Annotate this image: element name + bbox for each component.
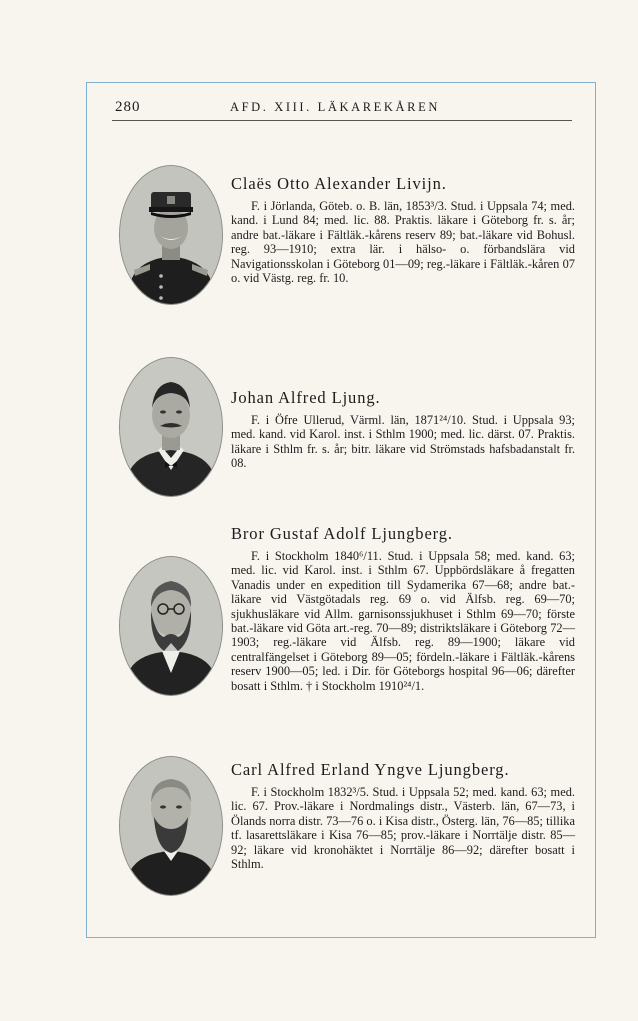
biography-entry xyxy=(231,388,575,471)
entry-biography: F. i Stockholm 1832³/5. Stud. i Uppsala 52; med. kand. 63; med. lic. 67. Prov.-läkare i Nordmalings distr., Västerb. län, 67—73, i Ölands norra distr. 73—76 o. i Kisa distr., Österg. län, 76—85; tillika tf. lasarettsläkare i Kisa 76—85; prov.-läkare i Norrtälje distr. 85—92; läkare vid kronohäktet i Norrtälje 86—92; därefter bosatt i Sthlm. xyxy=(231,785,575,872)
entry-name: Johan Alfred Ljung. xyxy=(231,388,381,407)
entry-biography: F. i Jörlanda, Göteb. o. B. län, 1853³/3. Stud. i Uppsala 74; med. kand. i Lund 84; med. lic. 88. Praktis. läkare i Göteborg fr. s. år; andre bat.-läkare i Fältläk.-kårens reserv 89; bat.-läkare vid Bohusl. reg. 93—1910; extra lär. i hälso- o. förbandslära vid Navigationsskolan i Göteborg 01—09; reg.-läkare i Fältläk.-kåren 07 o. vid Västg. reg. fr. 10. xyxy=(231,199,575,286)
entry-name: Carl Alfred Erland Yngve Ljungberg. xyxy=(231,760,510,779)
page-number: 280 xyxy=(115,99,141,115)
page-header xyxy=(112,96,572,121)
entry-biography: F. i Öfre Ullerud, Värml. län, 1871²⁴/10. Stud. i Uppsala 93; med. kand. vid Karol. inst. i Sthlm 1900; med. lic. därst. 07. Praktis. läkare i Sthlm fr. s. år; bitr. läkare vid Strömstads hafsbadanstalt fr. 08. xyxy=(231,413,575,471)
running-head: AFD. XIII. LÄKAREKÅREN xyxy=(230,100,440,114)
portrait-man-beard-icon xyxy=(120,757,222,895)
entry-name: Bror Gustaf Adolf Ljungberg. xyxy=(231,524,453,543)
portrait-uniformed-officer-icon xyxy=(120,166,222,304)
portrait-man-mustache-icon xyxy=(120,358,222,496)
portrait-man-spectacles-whiskers-icon xyxy=(120,557,222,695)
biography-entry xyxy=(231,174,575,285)
biography-entry xyxy=(231,760,575,871)
entry-biography: F. i Stockholm 1840⁶/11. Stud. i Uppsala 58; med. kand. 63; med. lic. vid Karol. inst. i Sthlm 67. Uppbördsläkare å fregatten Vanadis under en expedition till Sydamerika 67—68; andre bat.-läkare vid Västgötadals reg. 69 o. vid Älfsb. reg. 69—70; sjukhusläkare vid Allm. garnisonssjukhuset i Sthlm 69—70; förste bat.-läkare vid Göta art.-reg. 70—89; distriktsläkare i Göteborg 72—1903; reg.-läkare vid Älfsb. reg. 89—1900; läkare vid centralfängelset i Göteborg 89—05; fördeln.-läkare i Fältläk.-kårens reserv 1900—05; led. i Dir. för Göteborgs hospital 96—06; därefter bosatt i Sthlm. † i Stockholm 1910²⁴/1. xyxy=(231,549,575,693)
biography-entry xyxy=(231,524,575,693)
entry-name: Claës Otto Alexander Livijn. xyxy=(231,174,447,193)
